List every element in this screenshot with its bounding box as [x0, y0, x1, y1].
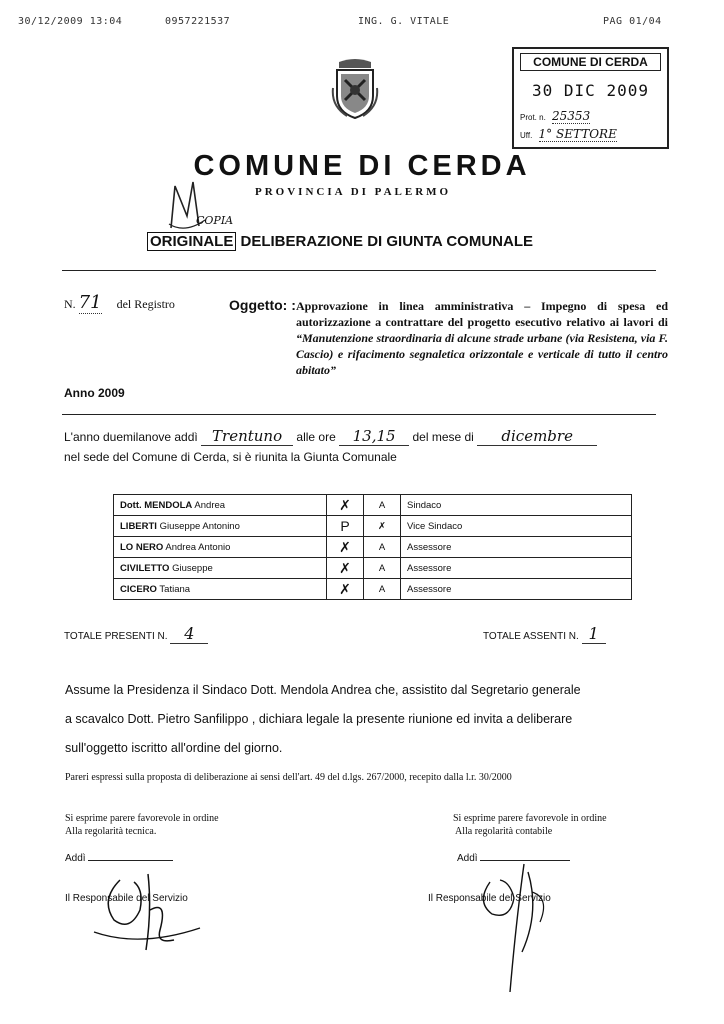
member-name: Dott. MENDOLA Andrea: [114, 495, 327, 516]
left-signature: [90, 870, 210, 965]
fax-sender: ING. G. VITALE: [358, 16, 450, 27]
oggetto-text: Approvazione in linea amministrativa – Impegno di spesa ed autorizzazione a contrattare del progetto esecutivo relativo ai lavori di “Manutenzione straordinaria di alcune strade urbane (via Resistena, via F. Cascio) e rifacimento segnaletica orizzontale e verticale di tutto il centro abitato”: [296, 299, 668, 377]
right-date-line: [480, 860, 570, 861]
divider: [62, 414, 656, 415]
member-absent: A: [364, 537, 401, 558]
handwritten-initials: [165, 176, 215, 236]
member-role: Sindaco: [401, 495, 632, 516]
total-absent-value: 1: [582, 624, 606, 644]
member-row: [114, 495, 632, 516]
right-signature: [470, 862, 580, 1007]
member-name: CICERO Tatiana: [114, 579, 327, 600]
divider: [62, 270, 656, 271]
registro-number-value: 71: [78, 292, 102, 313]
presidency-line-2: a scavalco Dott. Pietro Sanfilippo , dichiara legale la presente riunione ed invita a deliberare: [65, 712, 573, 726]
stamp-prot-label: Prot. n.: [520, 113, 546, 122]
stamp-title: COMUNE DI CERDA: [520, 53, 661, 71]
member-name: LO NERO Andrea Antonio: [114, 537, 327, 558]
right-responsible: Il Responsabile del Servizio: [428, 893, 551, 904]
member-present: ✗: [327, 495, 364, 516]
total-present-value: 4: [170, 624, 208, 644]
member-row: [114, 558, 632, 579]
member-role: Assessore: [401, 558, 632, 579]
left-date-line: [88, 860, 173, 861]
left-responsible: Il Responsabile del Servizio: [65, 893, 188, 904]
meeting-line: L'anno duemilanove addì Trentuno alle ore 13,15 del mese di dicembre: [64, 427, 597, 446]
presidency-line-3: sull'oggetto iscritto all'ordine del giorno.: [65, 741, 283, 755]
left-date: Addì: [65, 853, 173, 864]
right-opinion-line-2: Alla regolarità contabile: [455, 826, 553, 837]
province-subtitle: PROVINCIA DI PALERMO: [255, 186, 452, 198]
member-row: [114, 579, 632, 600]
copia-note: COPIA: [196, 214, 234, 227]
member-present: ✗: [327, 579, 364, 600]
right-date: Addì: [457, 853, 570, 864]
member-role: Assessore: [401, 579, 632, 600]
left-opinion-line-2: Alla regolarità tecnica.: [65, 826, 157, 837]
total-present: TOTALE PRESENTI N. 4: [64, 624, 208, 644]
deliberation-title: [147, 233, 533, 250]
total-absent: TOTALE ASSENTI N. 1: [483, 624, 606, 644]
meeting-hour: 13,15: [339, 427, 409, 446]
member-row: [114, 537, 632, 558]
original-label: ORIGINALE: [147, 232, 236, 251]
right-opinion-line-1: Si esprime parere favorevole in ordine: [453, 813, 607, 824]
anno: Anno 2009: [64, 386, 125, 400]
fax-page: PAG 01/04: [603, 16, 662, 27]
fax-number: 0957221537: [165, 16, 231, 27]
member-present: ✗: [327, 537, 364, 558]
coat-of-arms-icon: [331, 58, 379, 122]
members-table: [113, 494, 632, 600]
member-absent: A: [364, 495, 401, 516]
oggetto-label: Oggetto: :: [229, 297, 296, 313]
stamp-prot-value: 25353: [552, 109, 591, 123]
registro-label: del Registro: [116, 297, 175, 311]
member-name: CIVILETTO Giuseppe: [114, 558, 327, 579]
deliberation-label: DELIBERAZIONE DI GIUNTA COMUNALE: [240, 233, 534, 250]
stamp-date: 30 DIC 2009: [532, 81, 649, 100]
member-present: ✗: [327, 558, 364, 579]
meeting-day: Trentuno: [201, 427, 293, 446]
stamp-uff-value: 1° SETTORE: [538, 127, 617, 141]
page-title: COMUNE DI CERDA: [193, 150, 531, 182]
meeting-location: nel sede del Comune di Cerda, si è riunita la Giunta Comunale: [64, 450, 397, 464]
member-role: Assessore: [401, 537, 632, 558]
meeting-month: dicembre: [477, 427, 597, 446]
stamp-uff-label: Uff.: [520, 131, 533, 140]
fax-datetime: 30/12/2009 13:04: [18, 16, 123, 27]
member-present: P: [327, 516, 364, 537]
left-opinion-line-1: Si esprime parere favorevole in ordine: [65, 813, 219, 824]
member-absent: ✗: [364, 516, 401, 537]
member-row: [114, 516, 632, 537]
member-role: Vice Sindaco: [401, 516, 632, 537]
member-absent: A: [364, 579, 401, 600]
member-absent: A: [364, 558, 401, 579]
presidency-line-1: Assume la Presidenza il Sindaco Dott. Mendola Andrea che, assistito dal Segretario generale: [65, 683, 581, 697]
member-name: LIBERTI Giuseppe Antonino: [114, 516, 327, 537]
pareri-note: Pareri espressi sulla proposta di deliberazione ai sensi dell'art. 49 del d.lgs. 267/2000, recepito dalla l.r. 30/2000: [65, 772, 512, 783]
protocol-stamp: [512, 47, 669, 149]
registro-number: N. 71 del Registro: [64, 292, 175, 313]
